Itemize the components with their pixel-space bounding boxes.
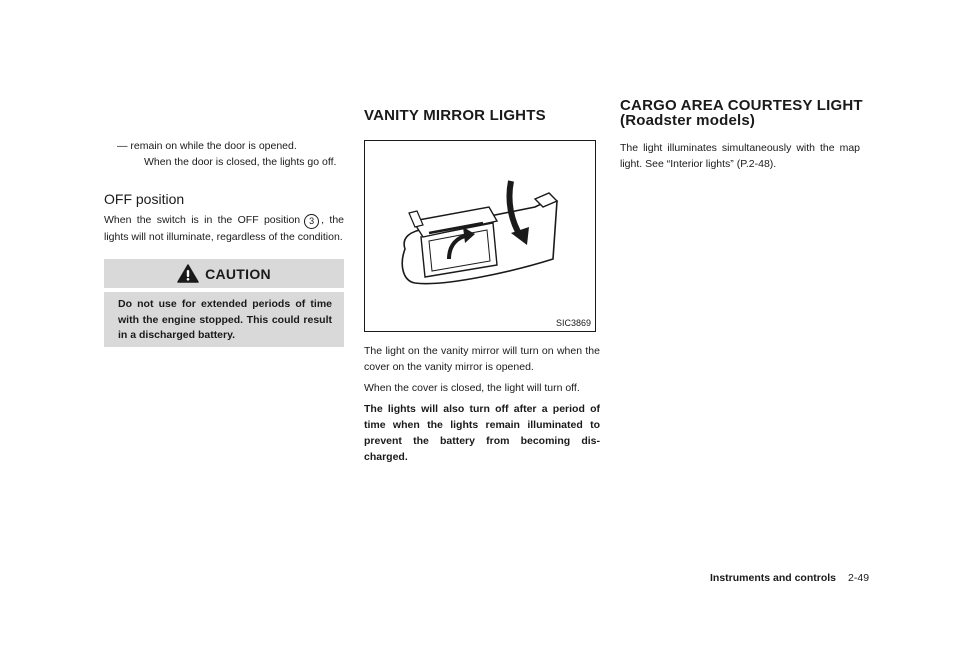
vanity-mirror-heading: VANITY MIRROR LIGHTS	[364, 107, 546, 124]
off-position-subheading: OFF position	[104, 191, 185, 207]
vanity-para-3: The lights will also turn off after a period of time when the lights remain illuminated to prevent the battery from becoming dis-charged.	[364, 403, 600, 463]
circled-number-marker: 3	[304, 214, 319, 229]
cargo-light-text	[620, 140, 860, 172]
cargo-light-heading	[620, 98, 863, 128]
vanity-para-2: When the cover is closed, the light will turn off.	[364, 382, 580, 394]
vanity-para-1: The light on the vanity mirror will turn on when the cover on the vanity mirror is opened.	[364, 345, 600, 373]
off-text-after: , the lights will not illuminate, regardless of the condition.	[104, 214, 344, 243]
cargo-heading-line-2: (Roadster models)	[620, 112, 756, 129]
off-position-text	[104, 212, 344, 245]
off-text-before: When the switch is in the OFF position	[104, 214, 301, 226]
vanity-mirror-text	[364, 343, 600, 470]
warning-triangle-icon	[177, 264, 199, 283]
dash-line-1: — remain on while the door is opened.	[117, 140, 297, 152]
caution-label: CAUTION	[205, 265, 271, 282]
page-footer	[710, 572, 869, 584]
caution-header	[104, 259, 344, 288]
sun-visor-mirror-illustration	[365, 141, 595, 331]
figure-label: SIC3869	[555, 318, 591, 328]
dash-line-2: When the door is closed, the lights go off.	[144, 156, 337, 168]
cargo-para-1: The light illuminates simultaneously with the map light. See “Interior lights” (P.2-48).	[620, 142, 860, 170]
caution-text: Do not use for extended periods of time with the engine stopped. This could result in a discharged battery.	[118, 298, 332, 341]
caution-box	[104, 292, 344, 347]
cargo-heading-line-1: CARGO AREA COURTESY LIGHT	[620, 97, 863, 114]
footer-section: Instruments and controls	[710, 572, 837, 584]
dash-list-item	[117, 138, 343, 170]
page-number: 2-49	[848, 572, 870, 584]
vanity-mirror-figure	[364, 140, 596, 332]
